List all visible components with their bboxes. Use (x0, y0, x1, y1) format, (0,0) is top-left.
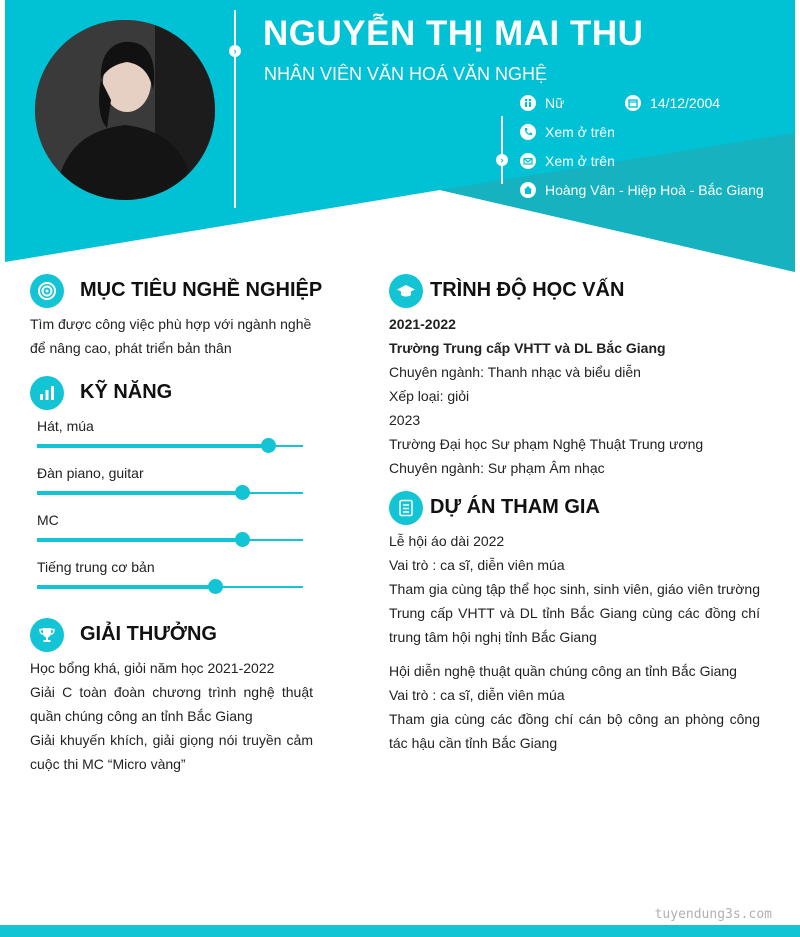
checklist-icon (389, 491, 423, 525)
skill-fill (37, 491, 242, 495)
graduation-cap-icon (389, 274, 423, 308)
gender-info: Nữ (520, 95, 564, 111)
header-divider (234, 10, 236, 208)
phone-icon (520, 124, 536, 140)
target-icon (30, 274, 64, 308)
skill-label: MC (37, 512, 59, 528)
skill-bar (37, 539, 303, 541)
projects-title: DỰ ÁN THAM GIA (430, 496, 600, 518)
skill-knob (235, 532, 250, 547)
email-icon (520, 153, 536, 169)
skill-knob (208, 579, 223, 594)
calendar-icon (625, 95, 641, 111)
skill-label: Tiếng trung cơ bản (37, 559, 155, 575)
skill-knob (261, 438, 276, 453)
birthday-info: 14/12/2004 (625, 95, 720, 111)
education-text: 2021-2022 Trường Trung cấp VHTT và DL Bắc Giang Chuyên ngành: Thanh nhạc và biểu diễn Xếp loại: giỏi 2023 Trường Đại học Sư phạm Nghệ Thuật Trung ương Chuyên ngành: Sư phạm Âm nhạc (389, 316, 704, 476)
footer-bar (0, 925, 800, 937)
projects-text: Lễ hội áo dài 2022 Vai trò : ca sĩ, diễn viên múa Tham gia cùng tập thể học sinh, sinh viên, giáo viên trường Trung cấp VHTT và DL tỉnh Bắc Giang cùng các đồng chí trung tâm hội nghị tỉnh Bắc Giang Hội diễn nghệ thuật quần chúng công an tỉnh Bắc Giang Vai trò : ca sĩ, diễn viên múa Tham gia cùng các đồng chí cán bộ công an phòng công tác hậu cần tỉnh Bắc Giang (389, 533, 760, 751)
skills-title: KỸ NĂNG (80, 381, 173, 403)
trophy-icon (30, 618, 64, 652)
chevron-right-icon: › (496, 154, 508, 166)
contact-divider (501, 116, 503, 184)
skill-label: Hát, múa (37, 418, 94, 434)
job-title: NHÂN VIÊN VĂN HOÁ VĂN NGHỆ (264, 64, 548, 84)
home-icon (520, 182, 536, 198)
watermark: tuyendung3s.com (654, 907, 772, 922)
chevron-right-icon: › (229, 45, 241, 57)
email-info: Xem ở trên (520, 153, 615, 169)
skill-bar (37, 445, 303, 447)
skill-bar (37, 492, 303, 494)
awards-text: Học bổng khá, giỏi năm học 2021-2022 Giải C toàn đoàn chương trình nghệ thuật quần chúng công an tỉnh Bắc Giang Giải khuyến khích, giải giọng nói truyền cảm cuộc thi MC “Micro vàng” (30, 660, 313, 772)
bar-chart-icon (30, 376, 64, 410)
candidate-name: NGUYỄN THỊ MAI THU (263, 14, 644, 53)
skill-bar (37, 586, 303, 588)
skill-fill (37, 585, 215, 589)
education-title: TRÌNH ĐỘ HỌC VẤN (430, 279, 625, 301)
career-objective-title: MỤC TIÊU NGHỀ NGHIỆP (80, 279, 323, 301)
skill-knob (235, 485, 250, 500)
career-objective-text: Tìm được công việc phù hợp với ngành nghề để nâng cao, phát triển bản thân (30, 316, 312, 356)
phone-info: Xem ở trên (520, 124, 615, 140)
skill-fill (37, 444, 268, 448)
address-info: Hoàng Vân - Hiệp Hoà - Bắc Giang (520, 182, 764, 198)
skill-label: Đàn piano, guitar (37, 465, 144, 481)
awards-title: GIẢI THƯỞNG (80, 623, 217, 645)
avatar (35, 20, 215, 200)
skill-fill (37, 538, 242, 542)
gender-icon (520, 95, 536, 111)
